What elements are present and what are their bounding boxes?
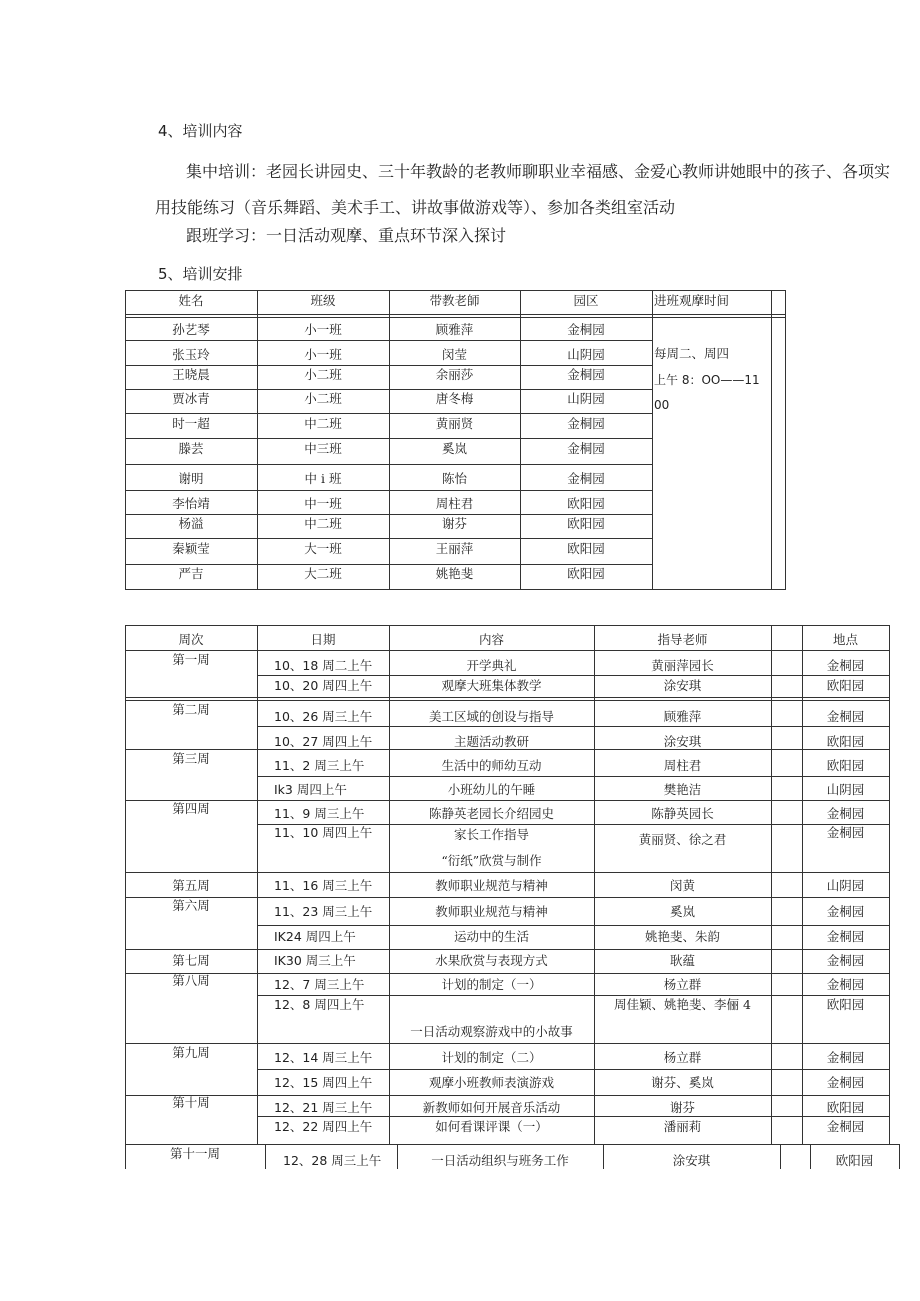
cell-mentor: 谢芬 xyxy=(441,516,467,531)
header-divider xyxy=(125,317,785,318)
cell-class: 小一班 xyxy=(304,322,342,337)
cell-place: 金桐园 xyxy=(826,929,865,944)
row-divider xyxy=(257,675,890,676)
cell-class: 大二班 xyxy=(304,566,342,581)
cell-date: 12、28 周三上午 xyxy=(283,1153,382,1168)
cell-date: 10、26 周三上午 xyxy=(274,709,373,724)
row-divider xyxy=(125,564,653,565)
cell-content: 家长工作指导 xyxy=(453,827,529,842)
section-4-paragraph-1: 集中培训：老园长讲园史、三十年教龄的老教师聊职业幸福感、金爱心教师讲她眼中的孩子、各项实用技能练习（音乐舞蹈、美术手工、讲故事做游戏等）、参加各类组室活动 xyxy=(155,162,891,217)
cell-teacher: 周佳颖、姚艳斐、李俪 4 xyxy=(614,997,751,1012)
week-label: 第一周 xyxy=(172,652,210,667)
cell-name: 杨溢 xyxy=(178,516,204,531)
cell-date: 12、22 周四上午 xyxy=(274,1119,373,1134)
observe-time-hours-cont: 00 xyxy=(654,398,670,412)
week-divider xyxy=(125,700,890,701)
cell-class: 中一班 xyxy=(304,496,342,511)
cell-class: 小二班 xyxy=(304,367,342,382)
cell-name: 张玉玲 xyxy=(172,347,210,362)
cell-teacher: 樊艳洁 xyxy=(663,782,702,797)
week-divider xyxy=(125,1043,890,1044)
cell-teacher: 杨立群 xyxy=(663,977,702,992)
row-divider xyxy=(125,340,653,341)
cell-teacher: 顾雅萍 xyxy=(663,709,702,724)
cell-mentor: 王丽萍 xyxy=(435,541,474,556)
cell-class: 中 i 班 xyxy=(304,471,342,486)
cell-campus: 欧阳园 xyxy=(567,566,605,581)
cell-place: 金桐园 xyxy=(826,806,865,821)
cell-teacher: 周柱君 xyxy=(663,758,702,773)
cell-mentor: 唐冬梅 xyxy=(435,391,474,406)
cell-place: 金桐园 xyxy=(826,977,865,992)
cell-class: 小一班 xyxy=(304,347,342,362)
row-divider xyxy=(257,1116,890,1117)
cell-class: 小二班 xyxy=(304,391,342,406)
week-label: 第三周 xyxy=(172,751,210,766)
col-divider xyxy=(652,290,653,590)
cell-content: 教师职业规范与精神 xyxy=(435,878,548,893)
cell-content: 生活中的师幼互动 xyxy=(441,758,542,773)
cell-date: 12、7 周三上午 xyxy=(274,977,365,992)
header-content: 内容 xyxy=(478,632,504,647)
cell-mentor: 黄丽贤 xyxy=(435,416,474,431)
header-date: 日期 xyxy=(310,632,336,647)
cell-content: 小班幼儿的午睡 xyxy=(447,782,536,797)
header-place: 地点 xyxy=(832,632,858,647)
cell-mentor: 顾雅萍 xyxy=(435,322,474,337)
row-divider xyxy=(125,413,653,414)
row-divider xyxy=(257,995,890,996)
cell-place: 欧阳园 xyxy=(826,734,865,749)
cell-name: 贾冰青 xyxy=(172,391,210,406)
cell-mentor: 闵莹 xyxy=(441,347,467,362)
cell-date: 12、14 周三上午 xyxy=(274,1050,373,1065)
table-right-border xyxy=(889,625,890,1144)
col-divider xyxy=(771,290,772,590)
row-divider xyxy=(125,514,653,515)
cell-campus: 金桐园 xyxy=(567,367,605,382)
cell-date: IK30 周三上午 xyxy=(274,953,356,968)
cell-place: 金桐园 xyxy=(826,904,865,919)
row-divider xyxy=(257,726,890,727)
cell-teacher: 潘丽莉 xyxy=(663,1119,702,1134)
cell-campus: 欧阳园 xyxy=(567,516,605,531)
col-divider xyxy=(780,1144,781,1169)
week-label: 第九周 xyxy=(172,1045,210,1060)
header-week: 周次 xyxy=(178,632,204,647)
cell-mentor: 余丽莎 xyxy=(435,367,474,382)
cell-place: 山阴园 xyxy=(826,878,865,893)
cell-date: 12、21 周三上午 xyxy=(274,1100,373,1115)
cell-date: 12、8 周四上午 xyxy=(274,997,365,1012)
week-label: 第五周 xyxy=(172,878,210,893)
cell-name: 李怡靖 xyxy=(172,496,210,511)
cell-name: 王晓晨 xyxy=(172,367,210,382)
week-divider xyxy=(125,949,890,950)
cell-date: 11、16 周三上午 xyxy=(274,878,373,893)
row-divider xyxy=(257,925,890,926)
cell-campus: 山阴园 xyxy=(567,391,605,406)
cell-class: 大一班 xyxy=(304,541,342,556)
cell-place: 金桐园 xyxy=(826,953,865,968)
cell-place: 欧阳园 xyxy=(835,1153,874,1168)
cell-teacher: 耿蕴 xyxy=(669,953,695,968)
week-label: 第四周 xyxy=(172,801,210,816)
cell-date: 10、18 周二上午 xyxy=(274,658,373,673)
week-label: 第七周 xyxy=(172,953,210,968)
cell-content: 计划的制定（一） xyxy=(441,977,542,992)
cell-teacher: 谢芬 xyxy=(669,1100,695,1115)
cell-mentor: 姚艳斐 xyxy=(435,566,474,581)
row-divider xyxy=(125,538,653,539)
cell-content: 运动中的生活 xyxy=(453,929,529,944)
cell-content: 计划的制定（二） xyxy=(441,1050,542,1065)
cell-teacher: 陈静英园长 xyxy=(651,806,714,821)
row-divider xyxy=(257,776,890,777)
cell-name: 谢明 xyxy=(178,471,204,486)
week-divider xyxy=(125,872,890,873)
cell-date: 11、10 周四上午 xyxy=(274,825,373,840)
header-teacher: 指导老师 xyxy=(657,632,708,647)
cell-place: 金桐园 xyxy=(826,825,865,840)
cell-class: 中二班 xyxy=(304,416,342,431)
cell-teacher: 姚艳斐、朱韵 xyxy=(644,929,720,944)
cell-place: 金桐园 xyxy=(826,1075,865,1090)
observe-time-hours: 上午 8：OO——11 xyxy=(654,373,760,387)
cell-content: 美工区域的创设与指导 xyxy=(428,709,554,724)
cell-place: 金桐园 xyxy=(826,658,865,673)
table-right-border xyxy=(899,1144,900,1169)
cell-class: 中二班 xyxy=(304,516,342,531)
week-label: 第十周 xyxy=(172,1095,210,1110)
cell-place: 山阴园 xyxy=(826,782,865,797)
cell-content: 陈静英老园长介绍园史 xyxy=(428,806,554,821)
cell-place: 欧阳园 xyxy=(826,758,865,773)
row-divider xyxy=(125,389,653,390)
col-divider xyxy=(265,1144,266,1169)
cell-content: 新教师如何开展音乐活动 xyxy=(422,1100,561,1115)
cell-campus: 金桐园 xyxy=(567,471,605,486)
cell-place: 欧阳园 xyxy=(826,997,865,1012)
cell-content: 开学典礼 xyxy=(466,658,517,673)
week-divider xyxy=(125,697,890,698)
cell-campus: 金桐园 xyxy=(567,416,605,431)
row-divider xyxy=(125,464,653,465)
cell-name: 时一超 xyxy=(172,416,210,431)
section-5-heading: 5、培训安排 xyxy=(158,265,243,283)
cell-place: 欧阳园 xyxy=(826,1100,865,1115)
cell-name: 孙艺琴 xyxy=(172,322,210,337)
cell-date: IK24 周四上午 xyxy=(274,929,356,944)
observe-time-days: 每周二、周四 xyxy=(654,346,730,361)
week-label: 第八周 xyxy=(172,973,210,988)
header-divider xyxy=(125,314,785,315)
row-divider xyxy=(125,438,653,439)
header-campus: 园区 xyxy=(573,293,599,308)
cell-teacher: 闵黄 xyxy=(669,878,695,893)
cell-name: 严吉 xyxy=(178,566,204,581)
cell-teacher: 涂安琪 xyxy=(663,734,702,749)
week-label: 第二周 xyxy=(172,702,210,717)
cell-campus: 金桐园 xyxy=(567,441,605,456)
cell-content: 教师职业规范与精神 xyxy=(435,904,548,919)
cell-date: 10、27 周四上午 xyxy=(274,734,373,749)
cell-date: 12、15 周四上午 xyxy=(274,1075,373,1090)
cell-campus: 山阴园 xyxy=(567,347,605,362)
cell-date: 11、9 周三上午 xyxy=(274,806,365,821)
cell-content: 一日活动观察游戏中的小故事 xyxy=(410,1024,573,1039)
cell-campus: 金桐园 xyxy=(567,322,605,337)
cell-name: 秦颖莹 xyxy=(172,541,210,556)
header-observe-time: 进班观摩时间 xyxy=(654,293,730,308)
cell-content: 水果欣赏与表现方式 xyxy=(435,953,548,968)
cell-teacher: 涂安琪 xyxy=(663,678,702,693)
cell-campus: 欧阳园 xyxy=(567,496,605,511)
cell-mentor: 奚岚 xyxy=(441,441,467,456)
row-divider xyxy=(125,490,653,491)
cell-place: 金桐园 xyxy=(826,709,865,724)
cell-place: 金桐园 xyxy=(826,1119,865,1134)
cell-content: 观摩大班集体教学 xyxy=(441,678,542,693)
cell-place: 欧阳园 xyxy=(826,678,865,693)
cell-name: 滕芸 xyxy=(178,441,204,456)
cell-content: 主题活动教研 xyxy=(453,734,529,749)
table-top-border xyxy=(125,625,890,626)
week-divider xyxy=(125,1144,900,1145)
cell-teacher: 杨立群 xyxy=(663,1050,702,1065)
cell-teacher: 黄丽贤、徐之君 xyxy=(638,832,727,847)
cell-content-line-2: “衍纸”欣赏与制作 xyxy=(441,853,542,868)
cell-place: 金桐园 xyxy=(826,1050,865,1065)
cell-teacher: 黄丽萍园长 xyxy=(651,658,714,673)
cell-mentor: 周柱君 xyxy=(435,496,474,511)
row-divider xyxy=(257,1069,890,1070)
header-divider xyxy=(125,650,890,651)
header-class: 班级 xyxy=(310,293,336,308)
cell-campus: 欧阳园 xyxy=(567,541,605,556)
cell-class: 中三班 xyxy=(304,441,342,456)
cell-teacher: 谢芬、奚岚 xyxy=(651,1075,714,1090)
section-4-paragraph-2: 跟班学习：一日活动观摩、重点环节深入探讨 xyxy=(186,226,507,245)
cell-date: 11、23 周三上午 xyxy=(274,904,373,919)
cell-content: 一日活动组织与班务工作 xyxy=(431,1153,569,1168)
header-name: 姓名 xyxy=(178,293,204,308)
header-mentor: 带教老師 xyxy=(429,293,480,308)
cell-mentor: 陈怡 xyxy=(441,471,467,486)
cell-content: 观摩小班教师表演游戏 xyxy=(428,1075,554,1090)
cell-content: 如何看课评课（一） xyxy=(435,1119,548,1134)
week-label: 第六周 xyxy=(172,898,210,913)
cell-teacher: 奚岚 xyxy=(669,904,695,919)
section-4-heading: 4、培训内容 xyxy=(158,122,243,140)
row-divider xyxy=(125,365,653,366)
week-label: 第十一周 xyxy=(169,1146,220,1161)
cell-date: 10、20 周四上午 xyxy=(274,678,373,693)
cell-teacher: 涂安琪 xyxy=(672,1153,711,1168)
cell-date: 11、2 周三上午 xyxy=(274,758,365,773)
cell-date: Ik3 周四上午 xyxy=(274,782,347,797)
col-divider xyxy=(257,625,258,1144)
col-divider xyxy=(771,625,772,1144)
